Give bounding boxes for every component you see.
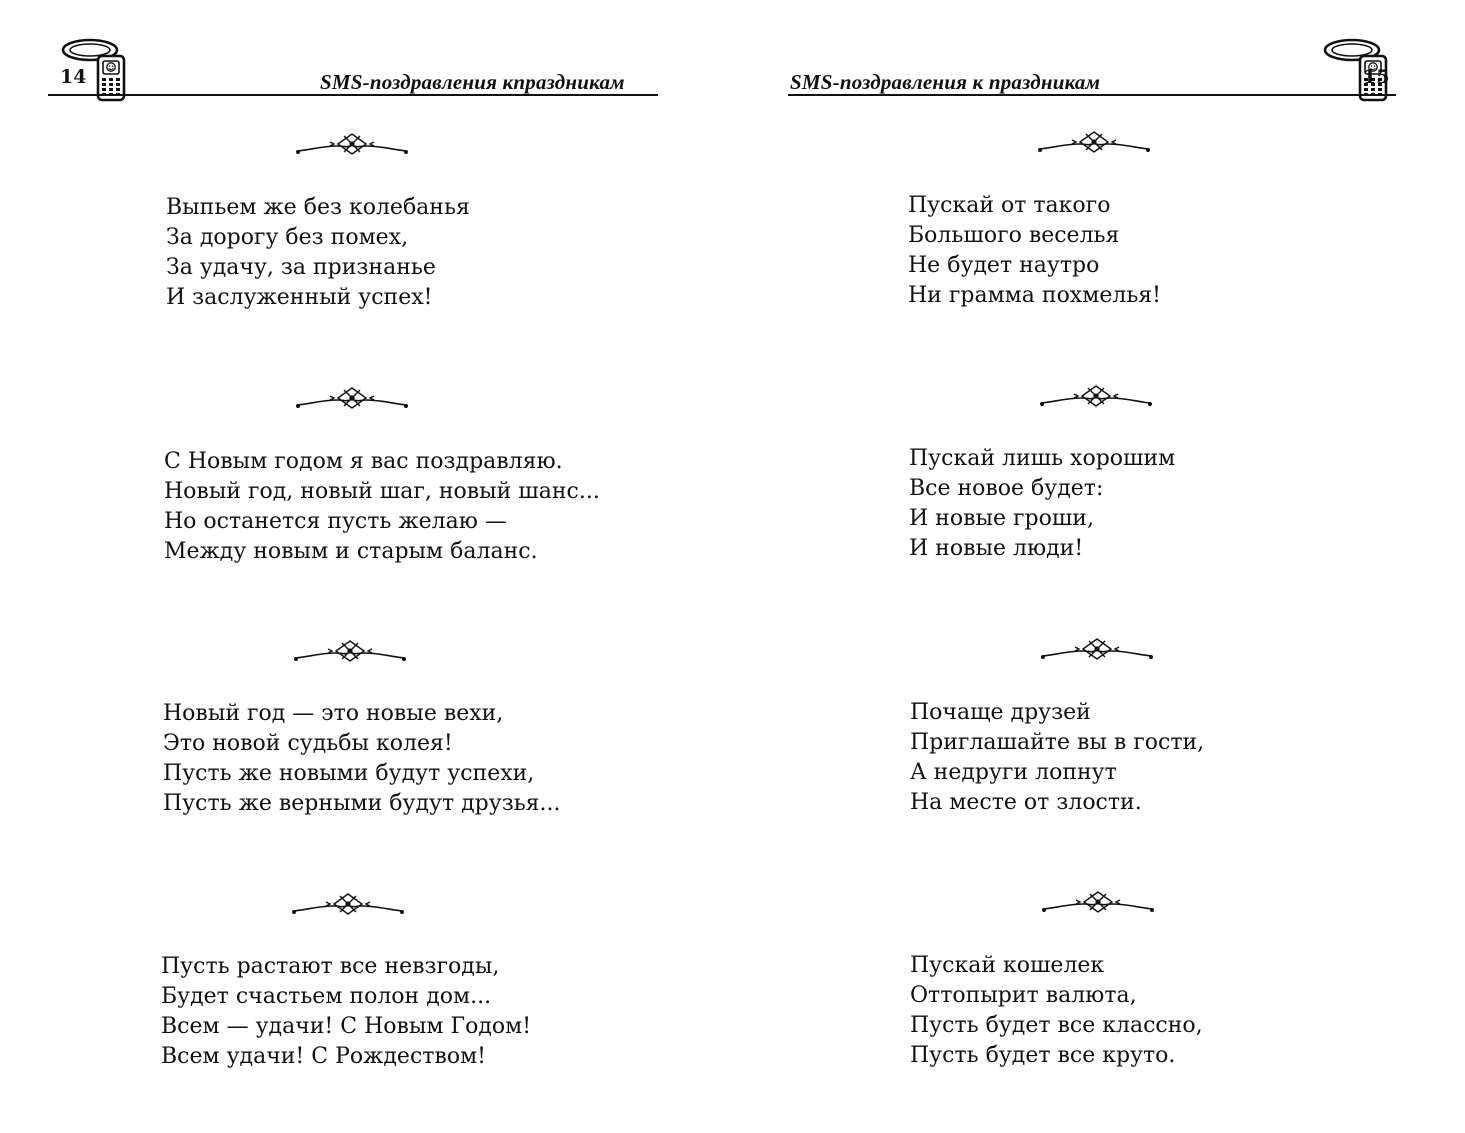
verse-line: Оттопырит валюта, (910, 983, 1137, 1008)
verse (909, 444, 1175, 564)
verse-line: Между новым и старым баланс. (164, 539, 538, 564)
verse-line: Ни грамма похмелья! (908, 283, 1162, 308)
left-page (0, 0, 732, 1133)
verse-line: Всем — удачи! С Новым Годом! (161, 1014, 532, 1039)
verse-line: На месте от злости. (910, 790, 1142, 815)
verse-line: Приглашайте вы в гости, (910, 730, 1205, 755)
verse (908, 191, 1161, 311)
verse-line: Пускай кошелек (910, 953, 1105, 978)
verse (910, 951, 1203, 1071)
verse-line: Все новое будет: (909, 476, 1104, 501)
page-number: 15 (1363, 66, 1390, 88)
floral-ornament-icon (1038, 384, 1154, 410)
running-title: SMS-поздравления к праздникам (790, 70, 1101, 94)
verse-line: За удачу, за признанье (166, 255, 436, 280)
verse-line: Большого веселья (908, 223, 1120, 248)
verse-line: И новые гроши, (909, 506, 1094, 531)
floral-ornament-icon (292, 639, 408, 665)
verse-line: Новый год — это новые вехи, (163, 701, 504, 726)
verse-line: Почаще друзей (910, 700, 1091, 725)
verse-line: Не будет наутро (908, 253, 1100, 278)
verse (163, 699, 561, 819)
verse-line: Пускай от такого (908, 193, 1111, 218)
verse-line: Пусть растают все невзгоды, (161, 954, 500, 979)
verse-line: Но останется пусть желаю — (164, 509, 507, 534)
verse (164, 447, 600, 567)
page-number: 14 (60, 66, 87, 88)
header-rule (48, 94, 658, 96)
verse-line: И заслуженный успех! (166, 285, 433, 310)
verse-line: А недруги лопнут (910, 760, 1117, 785)
running-title: SMS-поздравления кпраздникам (320, 70, 625, 94)
floral-ornament-icon (290, 892, 406, 918)
verse-line: За дорогу без помех, (166, 225, 409, 250)
floral-ornament-icon (294, 386, 410, 412)
header-rule (788, 94, 1396, 96)
verse-line: Пусть будет все круто. (910, 1043, 1176, 1068)
verse-line: Выпьем же без колебанья (166, 195, 470, 220)
floral-ornament-icon (1039, 637, 1155, 663)
verse-line: И новые люди! (909, 536, 1084, 561)
verse-line: Это новой судьбы колея! (163, 731, 453, 756)
verse-line: Всем удачи! С Рождеством! (161, 1044, 487, 1069)
verse-line: Пусть же верными будут друзья... (163, 791, 561, 816)
verse-line: Будет счастьем полон дом... (161, 984, 492, 1009)
floral-ornament-icon (1036, 130, 1152, 156)
verse-line: Пусть будет все классно, (910, 1013, 1203, 1038)
floral-ornament-icon (294, 132, 410, 158)
right-page (732, 0, 1465, 1133)
verse (161, 952, 531, 1072)
verse (166, 193, 470, 313)
verse-line: Пусть же новыми будут успехи, (163, 761, 535, 786)
verse-line: С Новым годом я вас поздравляю. (164, 449, 563, 474)
verse-line: Пускай лишь хорошим (909, 446, 1176, 471)
floral-ornament-icon (1040, 890, 1156, 916)
verse (910, 698, 1204, 818)
verse-line: Новый год, новый шаг, новый шанс... (164, 479, 600, 504)
